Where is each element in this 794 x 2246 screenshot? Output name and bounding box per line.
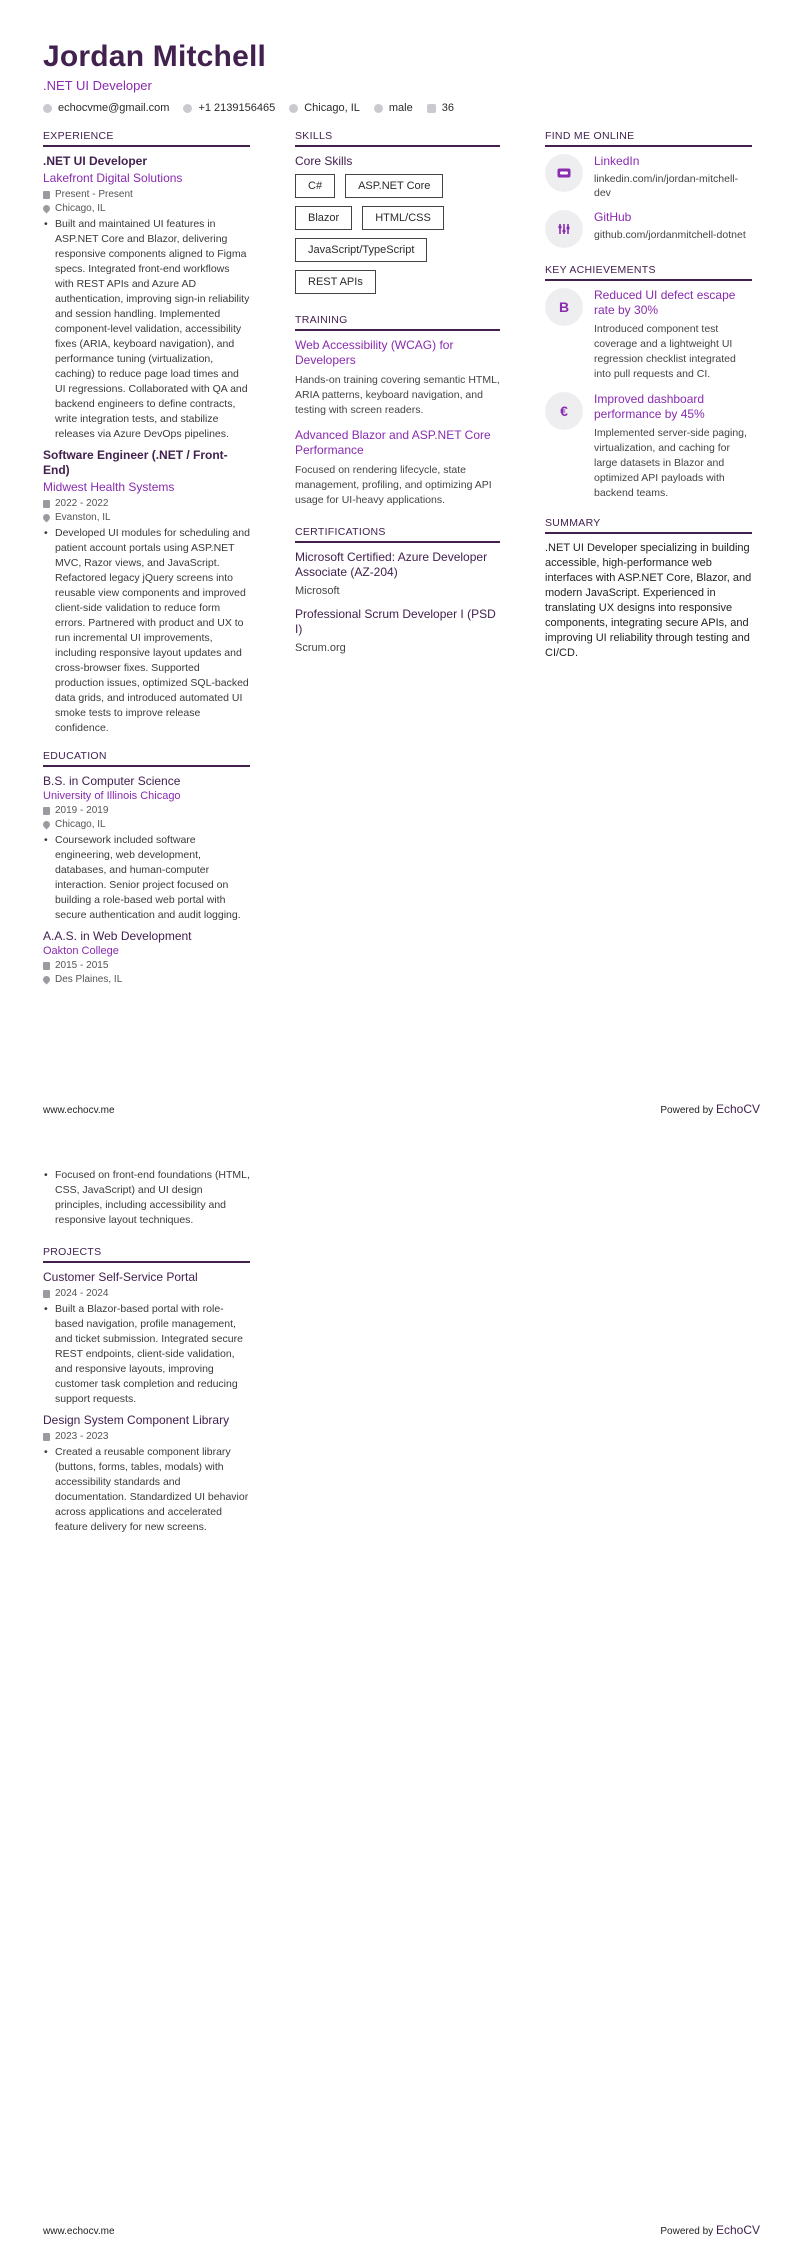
calendar-icon (427, 104, 436, 113)
location-text: Chicago, IL (55, 819, 106, 830)
achievement-title: Improved dashboard performance by 45% (594, 392, 705, 421)
location-text: Des Plaines, IL (55, 974, 123, 985)
github-icon (545, 210, 583, 248)
job-location (43, 512, 250, 523)
profile-name: LinkedIn (594, 154, 640, 168)
summary-text: .NET UI Developer specializing in building accessible, high-performance web interfaces with ASP.NET Core, Blazor, and modern JavaScript. Experienced in translating UX designs into responsive components, integrating secure APIs, and improving UI reliability through testing and CI/CD. (545, 542, 752, 659)
training-description: Focused on rendering lifecycle, state management, profiling, and optimizing API usage for UI-heavy applications. (295, 464, 492, 506)
achievement-title: Reduced UI defect escape rate by 30% (594, 288, 736, 317)
education-dates (43, 805, 250, 816)
project-entry (43, 1270, 250, 1407)
training-description: Hands-on training covering semantic HTML, ARIA patterns, keyboard navigation, and testing with screen readers. (295, 374, 500, 416)
job-dates (43, 189, 250, 200)
contact-gender (374, 102, 413, 114)
dates-text: 2024 - 2024 (55, 1288, 109, 1299)
training-entry (295, 428, 500, 508)
candidate-role: .NET UI Developer (43, 78, 152, 93)
footer-site-link[interactable]: www.echocv.me (43, 1105, 115, 1116)
online-section-title: FIND ME ONLINE (545, 130, 752, 147)
achievement-item (545, 392, 752, 501)
left-column (43, 130, 250, 991)
footer-powered (660, 2223, 760, 2237)
profile-name: GitHub (594, 210, 632, 224)
location-text: Chicago, IL (55, 203, 106, 214)
calendar-icon (43, 1290, 50, 1298)
location-text: Chicago, IL (304, 102, 360, 114)
email-text: echocvme@gmail.com (58, 102, 170, 114)
candidate-name: Jordan Mitchell (43, 40, 267, 73)
profile-url[interactable]: github.com/jordanmitchell-dotnet (594, 229, 746, 241)
skill-tag: Blazor (295, 206, 352, 230)
achievement-icon: B (545, 288, 583, 326)
location-pin-icon (289, 104, 298, 113)
skill-tags (295, 174, 500, 294)
education-section-title: EDUCATION (43, 750, 250, 767)
degree-title: B.S. in Computer Science (43, 774, 181, 788)
education-entry (43, 774, 250, 923)
company-name: Lakefront Digital Solutions (43, 171, 183, 185)
core-skills-heading: Core Skills (295, 154, 353, 168)
project-title: Customer Self-Service Portal (43, 1270, 198, 1284)
job-title: Software Engineer (.NET / Front-End) (43, 448, 228, 477)
training-entry (295, 338, 500, 418)
contact-bar (43, 102, 454, 114)
footer-site-link[interactable]: www.echocv.me (43, 2226, 115, 2237)
powered-by-text: Powered by (660, 2226, 714, 2237)
location-pin-icon (42, 513, 52, 523)
education-location (43, 974, 250, 985)
projects-section-title: PROJECTS (43, 1246, 250, 1263)
certification-entry (295, 550, 500, 597)
linkedin-icon (545, 154, 583, 192)
online-profile-github[interactable] (545, 210, 752, 248)
skills-section-title: SKILLS (295, 130, 500, 147)
job-description: • Developed UI modules for scheduling and patient account portals using ASP.NET MVC, Razor views, and JavaScript. Refactored legacy jQuery screens into reusable view components and improved client-side validation to reduce form errors. Partnered with product and UX to run incremental UI improvements, including responsive layout updates and cross-browser fixes. Supported production issues, optimized SQL-backed data grids, and introduced automated UI smoke tests to improve release confidence. (43, 526, 250, 736)
contact-location (289, 102, 360, 114)
contact-email[interactable] (43, 102, 169, 114)
education-entry (43, 929, 250, 985)
resume-page-2 (0, 1123, 794, 2246)
page-footer (43, 1102, 760, 1116)
achievement-item (545, 288, 752, 382)
experience-section-title: EXPERIENCE (43, 130, 250, 147)
dates-text: 2023 - 2023 (55, 1431, 109, 1442)
achievement-description: Introduced component test coverage and a lightweight UI regression checklist integrated into pull requests and CI. (594, 323, 736, 380)
achievements-section-title: KEY ACHIEVEMENTS (545, 264, 752, 281)
education-dates (43, 960, 250, 971)
resume-header (43, 40, 454, 114)
location-pin-icon (42, 975, 52, 985)
dates-text: 2019 - 2019 (55, 805, 109, 816)
training-title: Advanced Blazor and ASP.NET Core Performance (295, 428, 491, 457)
certification-issuer: Microsoft (295, 585, 340, 597)
summary-section-title: SUMMARY (545, 517, 752, 534)
profile-url[interactable]: linkedin.com/in/jordan-mitchell-dev (594, 173, 739, 199)
phone-icon (183, 104, 192, 113)
project-description: • Built a Blazor-based portal with role-based navigation, profile management, and ticket submission. Integrated secure REST endpoints, client-side validation, and responsive layouts, improving customer task completion and reducing support requests. (43, 1302, 250, 1407)
calendar-icon (43, 500, 50, 508)
skill-tag: ASP.NET Core (345, 174, 443, 198)
location-pin-icon (42, 204, 52, 214)
gender-text: male (388, 102, 413, 114)
contact-age (427, 102, 454, 114)
education-description: • Coursework included software engineering, web development, databases, and human-computer interaction. Senior project focused on building a role-based web portal with secure authentication and audit logging. (43, 833, 250, 923)
skill-tag: HTML/CSS (362, 206, 444, 230)
calendar-icon (43, 1433, 50, 1441)
experience-entry (43, 154, 250, 442)
dates-text: Present - Present (55, 189, 133, 200)
skill-tag: REST APIs (295, 270, 376, 294)
certifications-section-title: CERTIFICATIONS (295, 526, 500, 543)
job-title: .NET UI Developer (43, 154, 148, 168)
school-name: Oakton College (43, 945, 119, 957)
email-icon (43, 104, 52, 113)
contact-phone[interactable] (183, 102, 275, 114)
powered-by-text: Powered by (660, 1105, 714, 1116)
certification-title: Professional Scrum Developer I (PSD I) (295, 607, 496, 636)
skill-tag: JavaScript/TypeScript (295, 238, 427, 262)
project-description: • Created a reusable component library (buttons, forms, tables, modals) with accessibility standards and documentation. Standardized UI behavior across applications and accelerated feature delivery for new screens. (43, 1445, 250, 1535)
training-section-title: TRAINING (295, 314, 500, 331)
certification-issuer: Scrum.org (295, 642, 346, 654)
project-dates (43, 1288, 250, 1299)
achievement-icon: € (545, 392, 583, 430)
calendar-icon (43, 807, 50, 815)
page-footer (43, 2223, 760, 2237)
school-name: University of Illinois Chicago (43, 790, 181, 802)
experience-entry (43, 448, 250, 736)
footer-powered (660, 1102, 760, 1116)
right-column (545, 130, 752, 661)
degree-title: A.A.S. in Web Development (43, 929, 192, 943)
project-entry (43, 1413, 250, 1535)
education-description: • Focused on front-end foundations (HTML, CSS, JavaScript) and UI design principles, including accessibility and responsive layout techniques. (43, 1168, 250, 1228)
company-name: Midwest Health Systems (43, 480, 175, 494)
brand-logo[interactable]: EchoCV (715, 1102, 760, 1116)
brand-logo[interactable]: EchoCV (715, 2223, 760, 2237)
achievement-description: Implemented server-side paging, virtualization, and caching for large datasets in Blazor and optimized API payloads with backend teams. (594, 427, 747, 499)
project-dates (43, 1431, 250, 1442)
dates-text: 2015 - 2015 (55, 960, 109, 971)
person-icon (374, 104, 383, 113)
certification-title: Microsoft Certified: Azure Developer Associate (AZ-204) (295, 550, 488, 579)
left-column-continued (43, 1165, 250, 1541)
online-profile-linkedin[interactable] (545, 154, 752, 200)
job-dates (43, 498, 250, 509)
education-location (43, 819, 250, 830)
location-pin-icon (42, 820, 52, 830)
phone-text: +1 2139156465 (198, 102, 276, 114)
skill-tag: C# (295, 174, 335, 198)
calendar-icon (43, 962, 50, 970)
certification-entry (295, 607, 500, 654)
dates-text: 2022 - 2022 (55, 498, 109, 509)
training-title: Web Accessibility (WCAG) for Developers (295, 338, 454, 367)
calendar-icon (43, 191, 50, 199)
middle-column (295, 130, 500, 660)
job-description: • Built and maintained UI features in ASP.NET Core and Blazor, delivering responsive components aligned to Figma specs. Integrated front-end workflows with REST APIs and Azure AD authentication, improving sign-in reliability and session handling. Implemented component-level validation, accessibility fixes (ARIA, keyboard navigation), and performance tuning (virtualization, caching) to reduce page load times and UI regressions. Collaborated with QA and backend engineers to define contracts, write integration tests, and stabilize releases via Azure DevOps pipelines. (43, 217, 250, 442)
location-text: Evanston, IL (55, 512, 111, 523)
project-title: Design System Component Library (43, 1413, 230, 1427)
job-location (43, 203, 250, 214)
age-text: 36 (441, 102, 454, 114)
